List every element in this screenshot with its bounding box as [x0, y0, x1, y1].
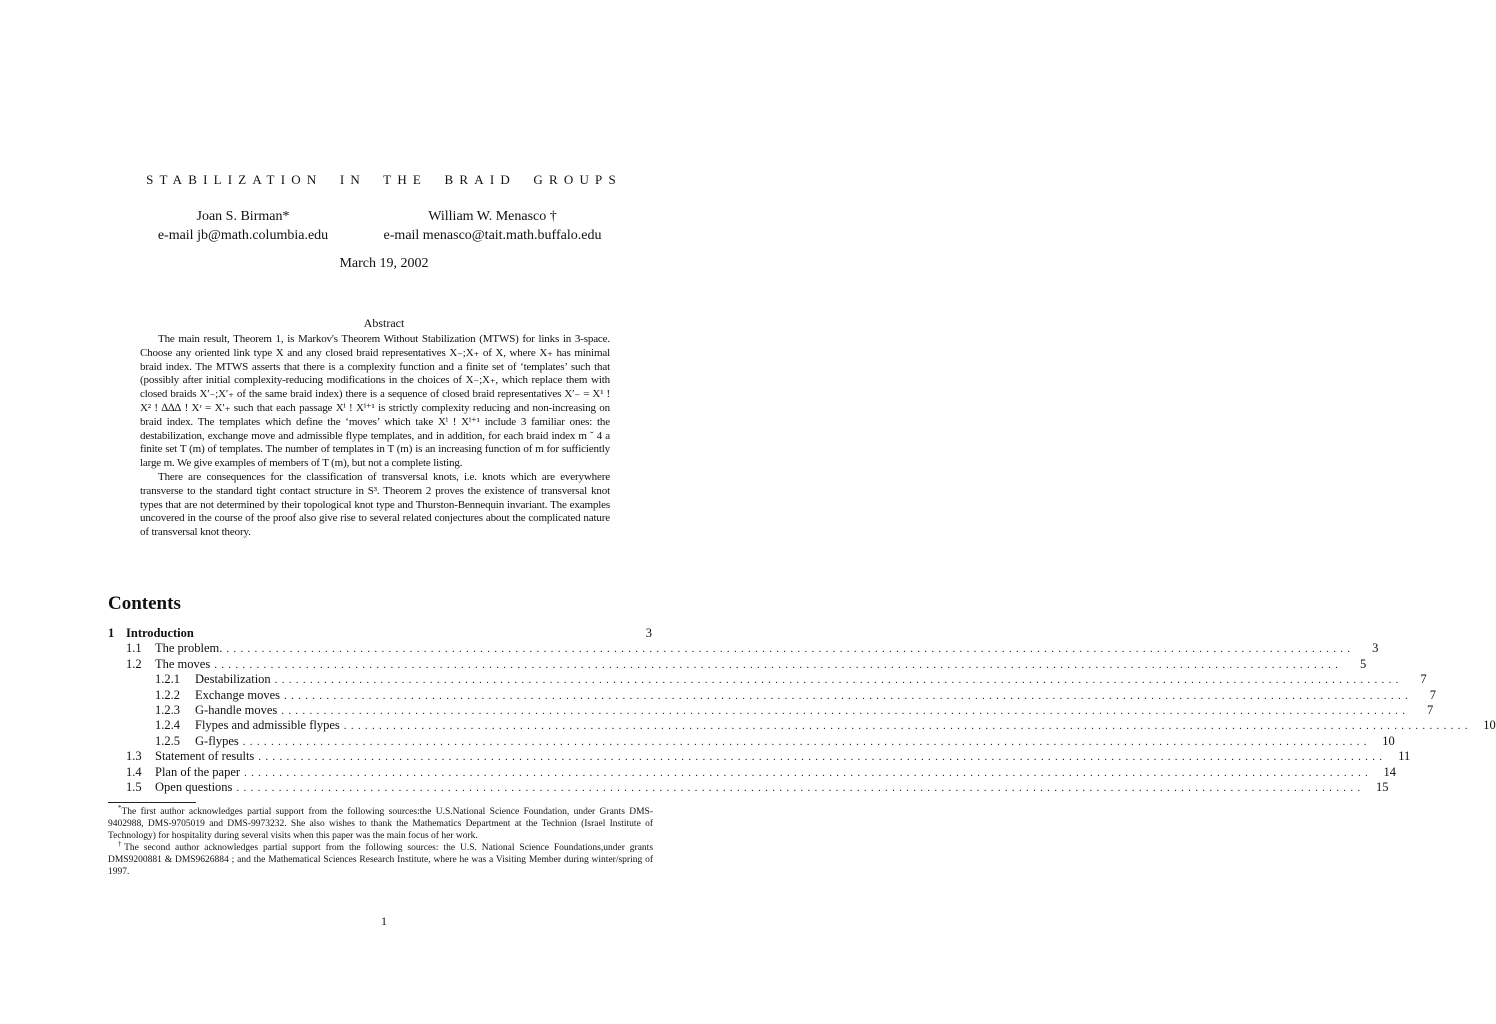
toc-entry[interactable]: [108, 672, 1427, 687]
abstract-paragraph: The main result, Theorem 1, is Markov's Theorem Without Stabilization (MTWS) for links in 3-space. Choose any oriented link type X and any closed braid representatives X₋;X₊ of X, where X₊ has minimal braid index. The MTWS asserts that there is a complexity function and a finite set of ‘templates’ such that (possibly after initial complexity-reducing modifications in the choices of X₋;X₊, which replace them with closed braids X′₋;X′₊ of the same braid index) there is a sequence of closed braid representatives X′₋ = X¹ ! X² ! ∆∆∆ ! Xʳ = X′₊ such that each passage Xⁱ ! Xⁱ⁺¹ is strictly complexity reducing and non-increasing on braid index. The templates which define the ‘moves’ which take Xⁱ ! Xⁱ⁺¹ include 3 familiar ones: the destabilization, exchange move and admissible flype templates, and in addition, for each braid index m ˘ 4 a finite set T (m) of templates. The number of templates in T (m) is an increasing function of m for sufficiently large m. We give examples of members of T (m), but not a complete listing.: [140, 333, 610, 470]
toc-entry-label: Flypes and admissible flypes: [195, 718, 340, 733]
toc-leader-dots: ................................................................................................................................................................: [244, 766, 1373, 779]
toc-entry-label: Open questions: [155, 779, 233, 794]
author-email: e-mail jb@math.columbia.edu: [157, 228, 329, 243]
toc-entry-page: 7: [1427, 702, 1434, 717]
toc-entry-page: 3: [1372, 641, 1379, 656]
table-of-contents: [108, 626, 1496, 795]
footnote-text: The second author acknowledges partial support from the following sources: the U.S. National Science Foundations,under grants DMS9200881 & DMS9626884 ; and the Mathematical Sciences Research Institute, where he was a Visiting Member during winter/spring of 1997.: [108, 843, 654, 877]
toc-entry-label: Introduction: [126, 626, 194, 640]
toc-entry-page: 7: [1429, 687, 1437, 702]
author-block-2: [360, 207, 625, 245]
toc-entry-number: 1: [108, 626, 115, 640]
toc-leader-dots: ................................................................................................................................................................: [281, 704, 1410, 717]
author-block-1: [128, 207, 358, 245]
toc-entry-label: Exchange moves: [195, 687, 281, 702]
toc-leader-dots: ................................................................................................................................................................: [274, 674, 1403, 687]
toc-entry-label: G-handle moves: [195, 702, 278, 717]
toc-entry-number: 1.2: [126, 656, 142, 671]
toc-entry-number: 1.2.3: [155, 702, 180, 717]
toc-entry[interactable]: [108, 779, 1389, 795]
footnote: [108, 839, 654, 878]
toc-entry-label: The problem.: [155, 641, 223, 656]
toc-entry-number: 1.2.2: [155, 687, 180, 702]
footnote: [108, 803, 653, 842]
toc-entry[interactable]: [108, 641, 1379, 656]
toc-entry-number: 1.2.5: [155, 733, 180, 748]
toc-leader-dots: ................................................................................................................................................................: [258, 751, 1387, 764]
toc-entry-page: 10: [1382, 733, 1395, 748]
toc-entry-number: 1.2.4: [155, 718, 180, 733]
footnote-mark: †: [118, 839, 125, 848]
footnote-text: The first author acknowledges partial support from the following sources:the U.S.National Science Foundation, under Grants DMS-9402988, DMS-9705019 and DMS-9973232. She also wishes to thank the Mathematics Department at the Technion (Israel Institute of Technology) for hospitality during several visits when this paper was the main focus of her work.: [108, 807, 653, 841]
toc-leader-dots: ................................................................................................................................................................: [236, 781, 1365, 794]
toc-entry-page: 10: [1483, 718, 1496, 733]
page-number: 1: [381, 914, 387, 928]
toc-entry-page: 11: [1398, 749, 1411, 764]
toc-entry-page: 3: [645, 626, 652, 640]
author-name: William W. Menasco †: [428, 209, 557, 224]
toc-entry-number: 1.2.1: [155, 672, 180, 687]
toc-entry[interactable]: [108, 749, 1411, 764]
toc-entry-number: 1.3: [126, 749, 142, 764]
toc-entry[interactable]: [108, 702, 1434, 718]
toc-entry-page: 5: [1359, 656, 1367, 671]
toc-entry[interactable]: [108, 626, 652, 641]
footnote-mark: *: [118, 803, 122, 812]
toc-entry-label: G-flypes: [195, 733, 239, 748]
toc-entry[interactable]: [108, 687, 1437, 703]
toc-leader-dots: ................................................................................................................................................................: [242, 735, 1371, 748]
footnote-rule: [108, 802, 196, 803]
toc-entry[interactable]: [108, 718, 1496, 733]
toc-entry-label: Statement of results: [155, 749, 255, 764]
toc-entry-label: Destabilization: [195, 672, 271, 687]
toc-entry[interactable]: [108, 656, 1367, 672]
toc-leader-dots: ................................................................................................................................................................: [343, 720, 1472, 733]
abstract-paragraph: There are consequences for the classification of transversal knots, i.e. knots which are everywhere transverse to the standard tight contact structure in S³. Theorem 2 proves the existence of transversal knot types that are not determined by their topological knot type and Thurston-Bennequin invariant. The examples uncovered in the course of the proof also give rise to several related conjectures about the complicated nature of transversal knot theory.: [140, 470, 610, 539]
toc-entry-page: 14: [1383, 764, 1397, 779]
paper-date: March 19, 2002: [339, 256, 429, 271]
toc-entry-label: The moves: [155, 656, 211, 671]
author-email: e-mail menasco@tait.math.buffalo.edu: [383, 228, 602, 243]
toc-entry-page: 15: [1375, 779, 1389, 794]
abstract-heading: Abstract: [363, 316, 405, 330]
toc-leader-dots: ................................................................................................................................................................: [226, 643, 1355, 656]
toc-entry-page: 7: [1420, 672, 1427, 687]
footnotes: [108, 803, 654, 878]
toc-entry-label: Plan of the paper: [155, 764, 241, 779]
abstract-body: [140, 333, 610, 540]
toc-entry[interactable]: [108, 733, 1395, 749]
toc-entry-number: 1.5: [126, 779, 142, 794]
contents-heading: Contents: [108, 593, 181, 614]
toc-leader-dots: ................................................................................................................................................................: [214, 658, 1343, 671]
toc-entry[interactable]: [108, 764, 1397, 780]
toc-leader-dots: ................................................................................................................................................................: [284, 689, 1413, 702]
author-name: Joan S. Birman*: [196, 209, 290, 224]
toc-entry-number: 1.4: [126, 764, 142, 779]
paper-title: STABILIZATION IN THE BRAID GROUPS: [146, 172, 622, 187]
toc-entry-number: 1.1: [126, 641, 142, 656]
